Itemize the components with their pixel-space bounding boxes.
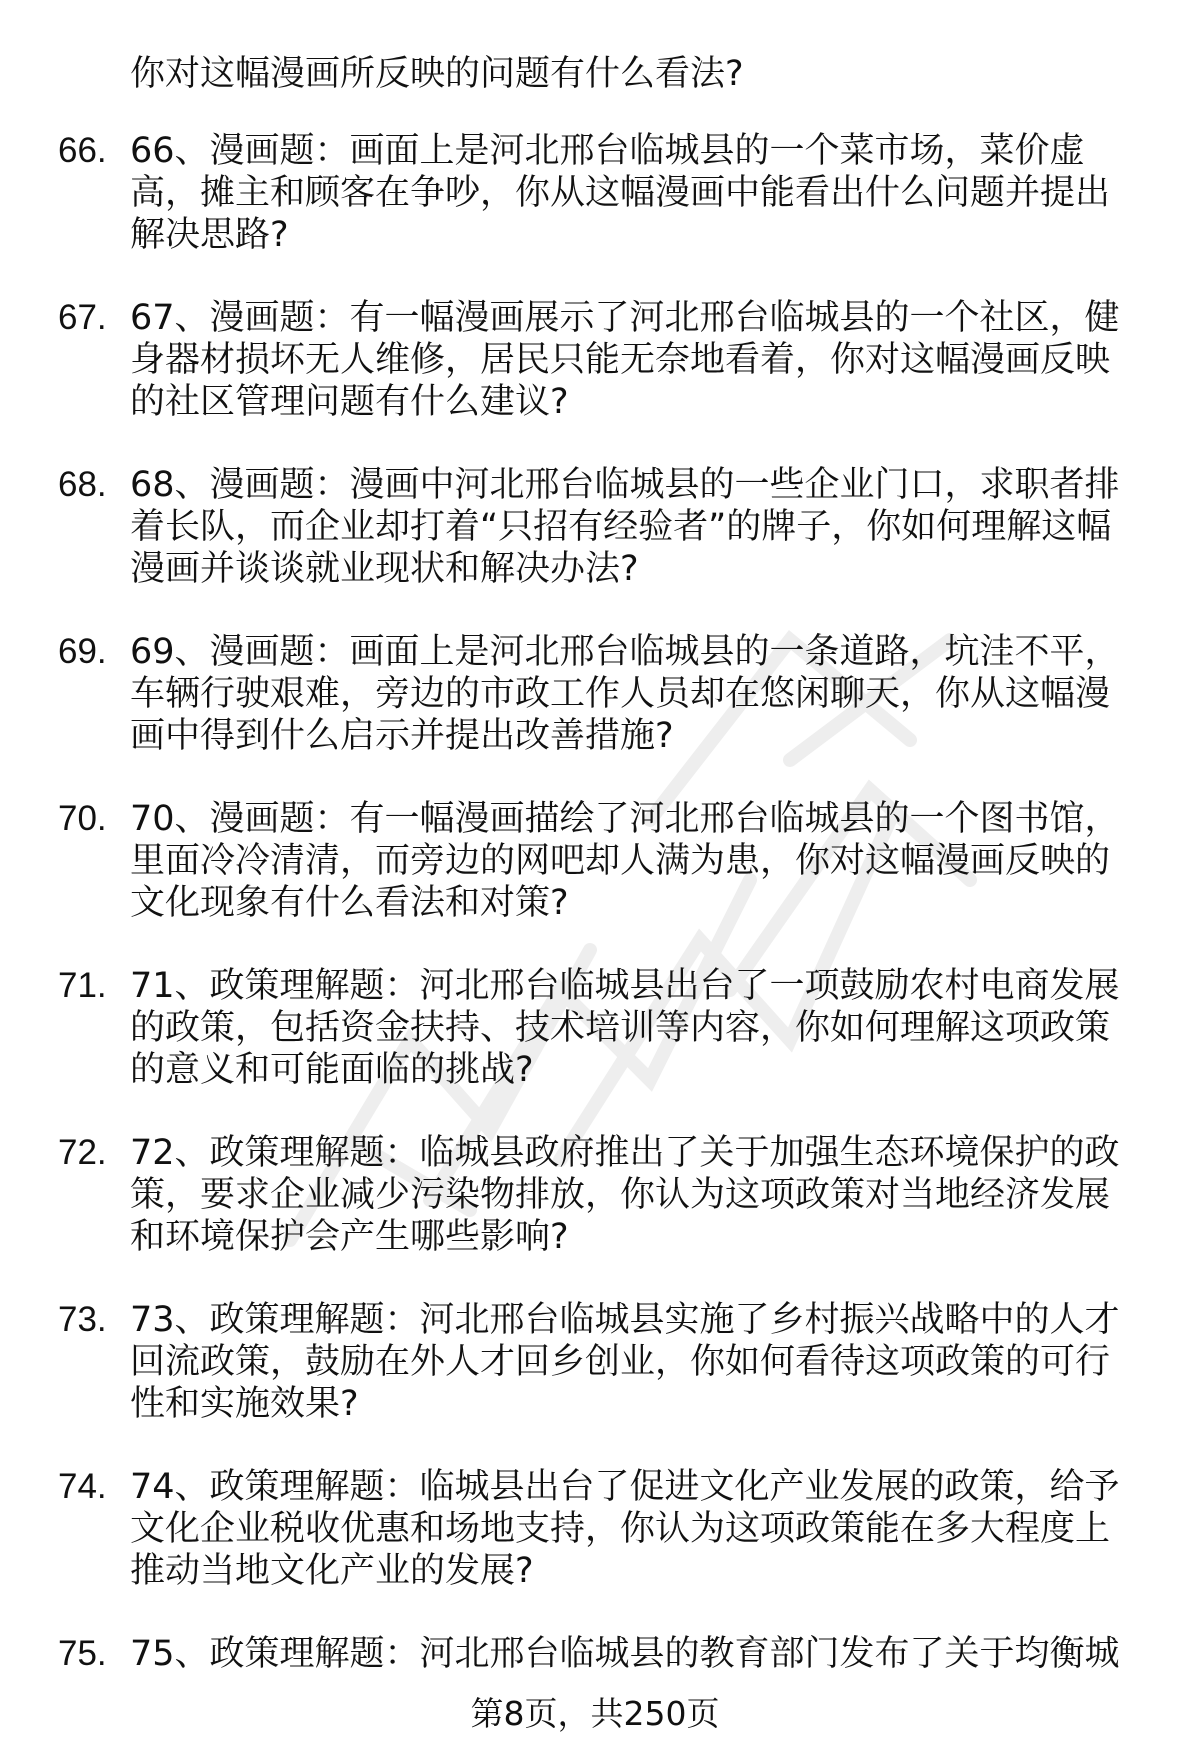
item-number: 75. [58, 1634, 107, 1673]
item-line: 着长队，而企业却打着“只招有经验者”的牌子，你如何理解这幅 [130, 507, 1112, 547]
item-text [130, 130, 1150, 256]
item-number: 69. [58, 632, 107, 671]
item-text [130, 798, 1150, 924]
item-number: 72. [58, 1133, 107, 1172]
item-line: 73、政策理解题：河北邢台临城县实施了乡村振兴战略中的人才 [130, 1300, 1120, 1340]
item-text [130, 464, 1150, 590]
item-line: 72、政策理解题：临城县政府推出了关于加强生态环境保护的政 [130, 1133, 1120, 1173]
item-line: 推动当地文化产业的发展? [130, 1551, 534, 1591]
item-line: 高，摊主和顾客在争吵，你从这幅漫画中能看出什么问题并提出 [130, 173, 1111, 213]
item-number: 70. [58, 799, 107, 838]
item-line: 66、漫画题：画面上是河北邢台临城县的一个菜市场，菜价虚 [130, 131, 1085, 171]
item-line: 性和实施效果? [130, 1384, 359, 1424]
item-line: 解决思路? [130, 215, 289, 255]
item-line: 车辆行驶艰难，旁边的市政工作人员却在悠闲聊天，你从这幅漫 [130, 674, 1111, 714]
item-line: 71、政策理解题：河北邢台临城县出台了一项鼓励农村电商发展 [130, 966, 1120, 1006]
item-line: 文化企业税收优惠和场地支持，你认为这项政策能在多大程度上 [130, 1509, 1111, 1549]
item-line: 策，要求企业减少污染物排放，你认为这项政策对当地经济发展 [130, 1175, 1111, 1215]
item-number: 67. [58, 298, 107, 337]
item-line: 70、漫画题：有一幅漫画描绘了河北邢台临城县的一个图书馆， [130, 799, 1120, 839]
item-line: 69、漫画题：画面上是河北邢台临城县的一条道路，坑洼不平， [130, 632, 1120, 672]
item-line: 68、漫画题：漫画中河北邢台临城县的一些企业门口，求职者排 [130, 465, 1120, 505]
page-footer: 第8页，共250页 [470, 1694, 720, 1733]
item-line: 回流政策，鼓励在外人才回乡创业，你如何看待这项政策的可行 [130, 1342, 1111, 1382]
item-number: 73. [58, 1300, 107, 1339]
item-text [130, 1633, 1150, 1675]
item-text [130, 1466, 1150, 1592]
item-line: 的社区管理问题有什么建议? [130, 382, 569, 422]
item-number: 71. [58, 966, 107, 1005]
item-number: 68. [58, 465, 107, 504]
item-line: 的政策，包括资金扶持、技术培训等内容，你如何理解这项政策 [130, 1008, 1111, 1048]
item-line: 75、政策理解题：河北邢台临城县的教育部门发布了关于均衡城 [130, 1634, 1120, 1674]
item-text [130, 631, 1150, 757]
item-line: 漫画并谈谈就业现状和解决办法? [130, 549, 639, 589]
item-line: 67、漫画题：有一幅漫画展示了河北邢台临城县的一个社区，健 [130, 298, 1120, 338]
item-text [130, 297, 1150, 423]
item-line: 身器材损坏无人维修，居民只能无奈地看着，你对这幅漫画反映 [130, 340, 1111, 380]
item-line: 74、政策理解题：临城县出台了促进文化产业发展的政策，给予 [130, 1467, 1120, 1507]
continuation-line: 你对这幅漫画所反映的问题有什么看法? [130, 54, 744, 94]
item-line: 画中得到什么启示并提出改善措施? [130, 716, 674, 756]
item-line: 的意义和可能面临的挑战? [130, 1050, 534, 1090]
item-number: 74. [58, 1467, 107, 1506]
item-text [130, 1299, 1150, 1425]
item-text [130, 965, 1150, 1091]
item-text [130, 1132, 1150, 1258]
item-line: 文化现象有什么看法和对策? [130, 883, 569, 923]
item-line: 和环境保护会产生哪些影响? [130, 1217, 569, 1257]
item-line: 里面冷冷清清，而旁边的网吧却人满为患，你对这幅漫画反映的 [130, 841, 1111, 881]
item-number: 66. [58, 131, 107, 170]
